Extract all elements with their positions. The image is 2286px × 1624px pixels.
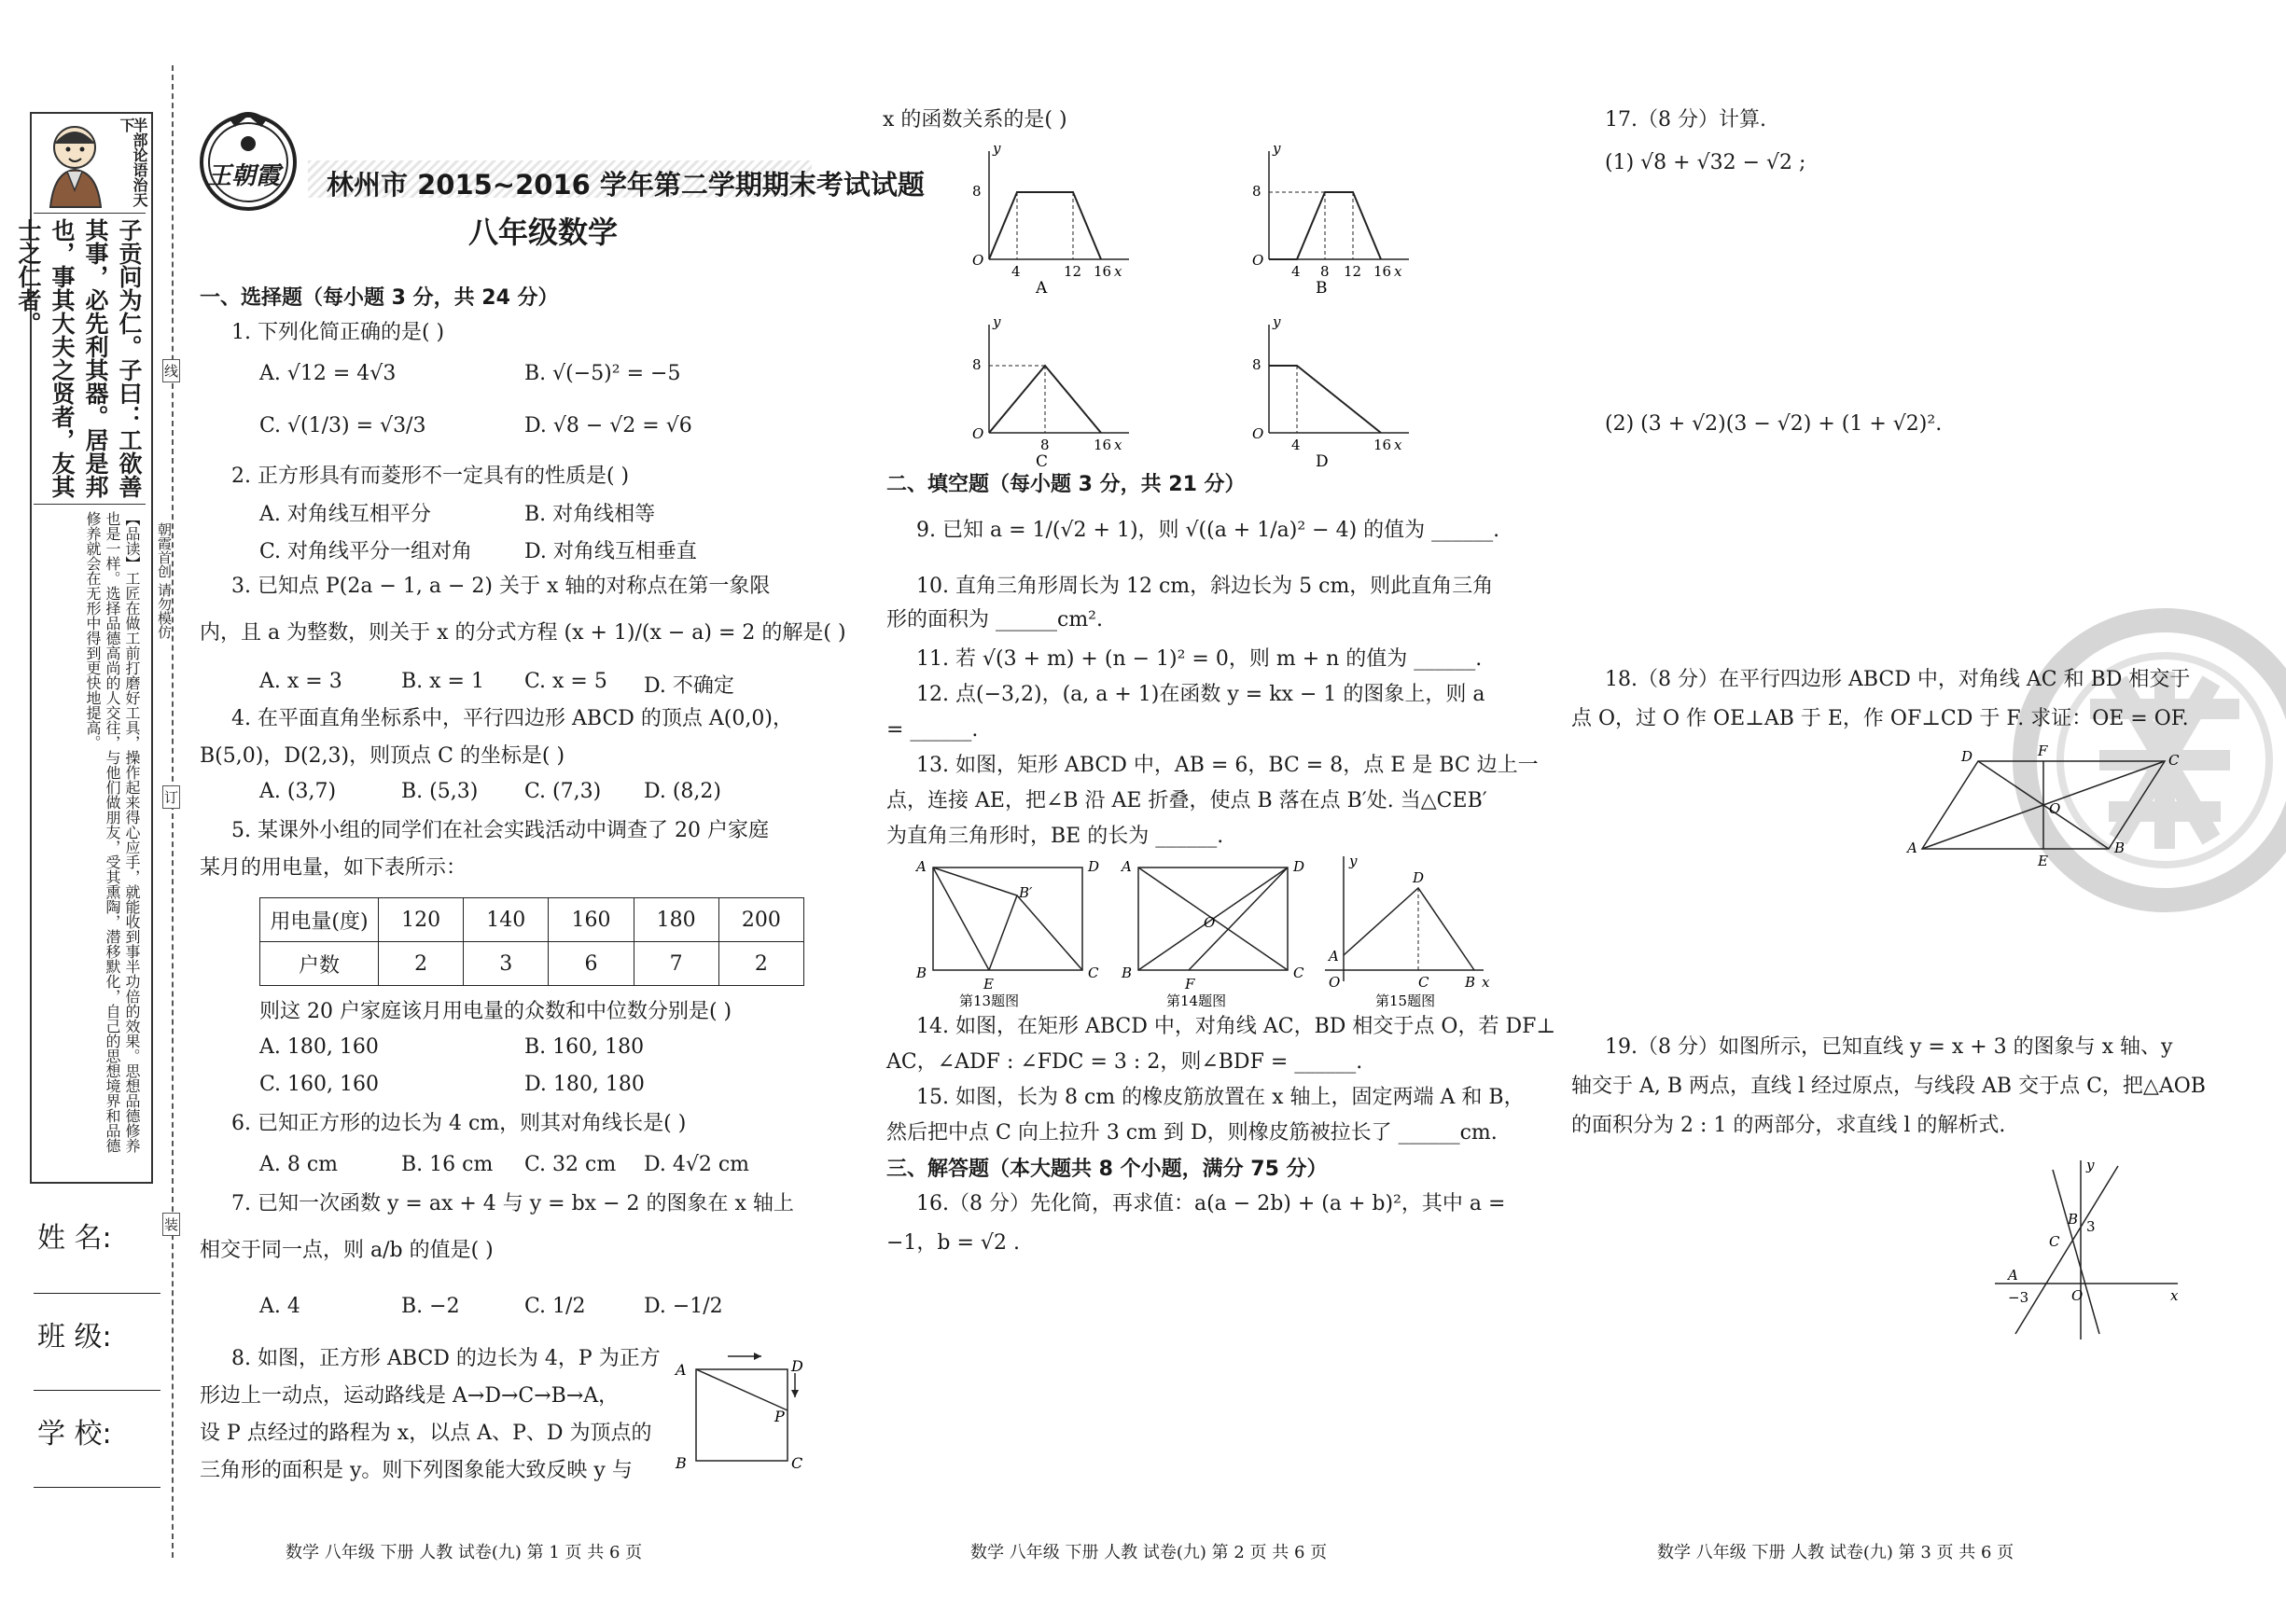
question-3-line2: 内，且 a 为整数，则关于 x 的分式方程 (x + 1)/(x − a) = 2 的解是( ) (200, 621, 846, 645)
series-label: 半部论语治天下 (118, 118, 148, 207)
svg-text:x: x (2170, 1287, 2179, 1304)
class-field-line[interactable] (34, 1390, 160, 1391)
svg-text:B: B (1465, 974, 1476, 991)
figure-14 (1120, 858, 1304, 1009)
q4-option-a: A. (3,7) (259, 780, 337, 803)
q6-option-a: A. 8 cm (259, 1153, 339, 1176)
sidebar-divider (34, 213, 146, 214)
svg-text:D: D (1088, 858, 1100, 875)
binding-mark-xian: 线 (162, 359, 180, 382)
svg-text:y: y (993, 313, 1001, 330)
q7-option-a: A. 4 (259, 1295, 300, 1318)
svg-text:E: E (2038, 853, 2048, 869)
svg-text:4: 4 (1291, 437, 1301, 453)
page-footer-1: 数学 八年级 下册 人教 试卷(九) 第 1 页 共 6 页 (286, 1543, 643, 1562)
table-cell: 3 (464, 942, 549, 986)
graph-b (1252, 140, 1409, 298)
question-13-line2: 点，连接 AE，把∠B 沿 AE 折叠，使点 B 落在点 B′处. 当△CEB′ (886, 789, 1487, 812)
svg-text:O: O (2049, 800, 2061, 817)
q7-option-c: C. 1/2 (524, 1295, 586, 1318)
q8-square-figure (672, 1343, 812, 1474)
q2-option-c: C. 对角线平分一组对角 (259, 540, 473, 563)
q3-option-b: B. x = 1 (401, 670, 484, 693)
page-footer-3: 数学 八年级 下册 人教 试卷(九) 第 3 页 共 6 页 (1657, 1543, 2014, 1562)
fig14-caption: 第14题图 (1166, 992, 1227, 1009)
svg-text:D: D (1413, 869, 1425, 886)
table-cell: 6 (549, 942, 634, 986)
svg-text:O: O (1329, 974, 1341, 991)
name-field-line[interactable] (34, 1293, 160, 1294)
svg-text:O: O (1252, 252, 1264, 269)
svg-text:B′: B′ (1019, 884, 1033, 901)
table-cell: 用电量(度) (260, 898, 379, 942)
q5-option-d: D. 180, 180 (524, 1073, 645, 1096)
question-5-line1: 5. 某课外小组的同学们在社会实践活动中调查了 20 户家庭 (231, 819, 769, 842)
svg-text:B: B (1316, 279, 1328, 298)
svg-text:8: 8 (1320, 263, 1330, 280)
table-cell: 200 (718, 898, 803, 942)
question-6: 6. 已知正方形的边长为 4 cm，则其对角线长是( ) (231, 1112, 687, 1135)
question-3-line1: 3. 已知点 P(2a − 1, a − 2) 关于 x 轴的对称点在第一象限 (231, 575, 771, 598)
question-15-line1: 15. 如图，长为 8 cm 的橡皮筋放置在 x 轴上，固定两端 A 和 B， (916, 1086, 1525, 1109)
q3-option-a: A. x = 3 (259, 670, 342, 693)
q2-option-a: A. 对角线互相平分 (259, 503, 431, 526)
table-header-row (260, 898, 804, 942)
section-solve: 三、解答题（本大题共 8 个小题，满分 75 分） (886, 1158, 1328, 1181)
svg-text:A: A (1122, 858, 1132, 875)
figure-18-parallelogram (1903, 743, 2183, 873)
brand-logo-text: 王朝霞 (207, 162, 281, 190)
question-16-line2: −1，b = √2 . (886, 1231, 1020, 1255)
svg-text:F: F (2038, 743, 2048, 759)
q1-option-d: D. √8 − √2 = √6 (524, 414, 692, 437)
svg-text:D: D (1293, 858, 1305, 875)
svg-text:y: y (993, 140, 1001, 157)
name-field-label: 姓 名: (37, 1222, 112, 1255)
q8-option-graphs (952, 140, 1418, 466)
svg-text:A: A (676, 1361, 687, 1379)
q1-option-a: A. √12 = 4√3 (259, 362, 397, 385)
svg-text:P: P (774, 1408, 785, 1425)
svg-text:8: 8 (972, 183, 982, 200)
question-4-line2: B(5,0)，D(2,3)，则顶点 C 的坐标是( ) (200, 744, 565, 768)
svg-text:12: 12 (1344, 263, 1362, 280)
class-field-label: 班 级: (37, 1321, 112, 1353)
question-19-line1: 19.（8 分）如图所示，已知直线 y = x + 3 的图象与 x 轴、y (1605, 1035, 2173, 1059)
question-11: 11. 若 √(3 + m) + (n − 1)² = 0，则 m + n 的值为 ______. (916, 647, 1483, 671)
page-footer-2: 数学 八年级 下册 人教 试卷(九) 第 2 页 共 6 页 (970, 1543, 1328, 1562)
question-5-line2: 某月的用电量，如下表所示： (200, 856, 467, 880)
svg-text:A: A (916, 858, 927, 875)
svg-text:8: 8 (1252, 356, 1261, 373)
question-13-line1: 13. 如图，矩形 ABCD 中，AB = 6，BC = 8，点 E 是 BC 边上一 (916, 754, 1539, 777)
svg-text:x: x (1114, 437, 1122, 453)
svg-text:16: 16 (1373, 263, 1392, 280)
svg-text:D: D (791, 1357, 803, 1375)
question-12-line2: = ______. (886, 718, 979, 742)
svg-text:y: y (1273, 140, 1281, 157)
q6-option-c: C. 32 cm (524, 1153, 617, 1176)
fig15-caption: 第15题图 (1375, 992, 1436, 1009)
electricity-usage-table (259, 897, 804, 986)
question-7-line1: 7. 已知一次函数 y = ax + 4 与 y = bx − 2 的图象在 x 轴上 (231, 1192, 794, 1215)
svg-text:O: O (2071, 1287, 2084, 1304)
q2-option-b: B. 对角线相等 (524, 503, 656, 526)
svg-text:D: D (1316, 452, 1329, 466)
svg-text:x: x (1394, 437, 1402, 453)
question-9: 9. 已知 a = 1/(√2 + 1)，则 √((a + 1/a)² − 4) 的值为 ______. (916, 519, 1500, 542)
table-cell: 140 (464, 898, 549, 942)
svg-text:B: B (2068, 1211, 2079, 1228)
svg-text:8: 8 (1252, 183, 1261, 200)
binding-line (172, 65, 174, 1558)
q4-option-b: B. (5,3) (401, 780, 479, 803)
sidebar-reading: 【品读】工匠在做工前打磨好工具，操作起来得心应手，就能收到事半功倍的效果。思想品德修养也是一样。选择品德高尚的人交往，与他们做朋友，受其熏陶，潜移默化，自己的思想境界和品德修养就会在无形中得到更快地提高。 (84, 511, 141, 1153)
svg-text:B: B (916, 965, 927, 981)
table-cell: 7 (634, 942, 718, 986)
sidebar-quote: 子贡问为仁。子曰：工欲善其事，必先利其器。居是邦也，事其大夫之贤者，友其士之仁者。 (15, 218, 143, 498)
table-row (260, 942, 804, 986)
svg-text:C: C (2168, 752, 2180, 769)
svg-text:3: 3 (2086, 1218, 2096, 1235)
figures-13-15 (905, 851, 1502, 1009)
table-cell: 2 (379, 942, 464, 986)
svg-text:C: C (1418, 974, 1429, 991)
svg-text:16: 16 (1094, 437, 1112, 453)
q7-option-b: B. −2 (401, 1295, 460, 1318)
q4-option-c: C. (7,3) (524, 780, 602, 803)
question-7-line2: 相交于同一点，则 a/b 的值是( ) (200, 1239, 494, 1262)
question-5-line3: 则这 20 户家庭该月用电量的众数和中位数分别是( ) (259, 1000, 732, 1023)
question-13-line3: 为直角三角形时，BE 的长为 ______. (886, 825, 1224, 848)
q6-option-d: D. 4√2 cm (644, 1153, 750, 1176)
svg-text:8: 8 (972, 356, 982, 373)
svg-text:A: A (2008, 1267, 2018, 1284)
question-12-line1: 12. 点(−3,2)，(a, a + 1)在函数 y = kx − 1 的图象上，则 a (916, 683, 1485, 706)
question-19-line3: 的面积分为 2 : 1 的两部分，求直线 l 的解析式. (1571, 1114, 2006, 1137)
q1-option-c: C. √(1/3) = √3/3 (259, 414, 426, 437)
q7-option-d: D. −1/2 (644, 1295, 723, 1318)
svg-text:16: 16 (1094, 263, 1112, 280)
q5-option-b: B. 160, 180 (524, 1035, 645, 1059)
svg-text:A: A (1907, 840, 1917, 856)
question-1: 1. 下列化简正确的是( ) (231, 321, 445, 344)
question-8-line2: 形边上一动点，运动路线是 A→D→C→B→A， (200, 1384, 620, 1408)
school-field-label: 学 校: (37, 1418, 112, 1450)
table-cell: 户数 (260, 942, 379, 986)
svg-text:4: 4 (1291, 263, 1301, 280)
svg-text:O: O (1252, 425, 1264, 442)
question-2: 2. 正方形具有而菱形不一定具有的性质是( ) (231, 465, 630, 488)
q6-option-b: B. 16 cm (401, 1153, 494, 1176)
question-15-line2: 然后把中点 C 向上拉升 3 cm 到 D，则橡皮筋被拉长了 ______cm. (886, 1121, 1498, 1145)
svg-text:A: A (1036, 279, 1048, 298)
table-cell: 160 (549, 898, 634, 942)
question-14-line2: AC，∠ADF : ∠FDC = 3 : 2，则∠BDF = ______. (886, 1050, 1363, 1074)
q2-option-d: D. 对角线互相垂直 (524, 540, 697, 563)
question-19-line2: 轴交于 A, B 两点，直线 l 经过原点，与线段 AB 交于点 C，把△AOB (1571, 1075, 2206, 1098)
svg-text:A: A (1329, 948, 1339, 965)
figure-15 (1325, 853, 1490, 1009)
svg-text:B: B (676, 1454, 687, 1472)
q5-option-c: C. 160, 160 (259, 1073, 380, 1096)
graph-a (972, 140, 1129, 298)
svg-text:O: O (972, 252, 984, 269)
svg-text:C: C (1293, 965, 1304, 981)
section-fill: 二、填空题（每小题 3 分，共 21 分） (886, 473, 1246, 496)
school-field-line[interactable] (34, 1487, 160, 1488)
svg-text:B: B (1122, 965, 1133, 981)
svg-text:8: 8 (1040, 437, 1050, 453)
svg-text:x: x (1394, 263, 1402, 280)
svg-text:O: O (1204, 914, 1216, 931)
question-8-line1: 8. 如图，正方形 ABCD 的边长为 4，P 为正方 (231, 1347, 661, 1370)
svg-text:B: B (2114, 840, 2126, 856)
question-17: 17.（8 分）计算. (1605, 108, 1766, 132)
sidebar-divider-2 (34, 504, 146, 505)
svg-text:x: x (1482, 974, 1490, 991)
svg-text:16: 16 (1373, 437, 1392, 453)
table-cell: 180 (634, 898, 718, 942)
figure-19-lines (1987, 1157, 2193, 1343)
confucius-cartoon-icon (34, 116, 119, 209)
svg-text:C: C (791, 1454, 803, 1472)
question-17-part2: (2) (3 + √2)(3 − √2) + (1 + √2)². (1605, 412, 1943, 436)
graph-d (1252, 313, 1409, 466)
question-16-line1: 16.（8 分）先化简，再求值：a(a − 2b) + (a + b)²，其中 a = (916, 1192, 1506, 1215)
question-8-line4: 三角形的面积是 y。则下列图象能大致反映 y 与 (200, 1459, 633, 1482)
question-17-part1: (1) √8 + √32 − √2 ; (1605, 151, 1806, 174)
question-8-line5: x 的函数关系的是( ) (883, 108, 1067, 132)
svg-text:D: D (1961, 748, 1973, 765)
question-18-line1: 18.（8 分）在平行四边形 ABCD 中，对角线 AC 和 BD 相交于 (1605, 668, 2191, 691)
q3-option-c: C. x = 5 (524, 670, 607, 693)
q5-option-a: A. 180, 160 (259, 1035, 379, 1059)
svg-text:x: x (1114, 263, 1122, 280)
section-choice: 一、选择题（每小题 3 分，共 24 分） (200, 286, 559, 310)
svg-text:C: C (1088, 965, 1099, 981)
question-18-line2: 点 O，过 O 作 OE⊥AB 于 E，作 OF⊥CD 于 F. 求证：OE = OF. (1571, 707, 2189, 730)
binding-mark-ding: 订 (162, 785, 180, 809)
exam-subtitle: 八年级数学 (468, 215, 619, 250)
svg-text:y: y (1349, 853, 1358, 869)
question-14-line1: 14. 如图，在矩形 ABCD 中，对角线 AC，BD 相交于点 O，若 DF⊥ (916, 1015, 1556, 1038)
q3-option-d: D. 不确定 (644, 674, 734, 698)
svg-text:E: E (983, 976, 994, 992)
question-10-line1: 10. 直角三角形周长为 12 cm，斜边长为 5 cm，则此直角三角 (916, 575, 1494, 598)
svg-text:y: y (1273, 313, 1281, 330)
figure-13 (914, 858, 1099, 1009)
svg-text:C: C (2049, 1233, 2060, 1250)
question-8-line3: 设 P 点经过的路程为 x，以点 A、P、D 为顶点的 (200, 1422, 652, 1445)
question-4-line1: 4. 在平面直角坐标系中，平行四边形 ABCD 的顶点 A(0,0)， (231, 707, 793, 730)
q1-option-b: B. √(−5)² = −5 (524, 362, 681, 385)
svg-text:−3: −3 (2008, 1289, 2029, 1306)
binding-mark-zhuang: 装 (162, 1213, 180, 1236)
q4-option-d: D. (8,2) (644, 780, 721, 803)
question-10-line2: 形的面积为 ______cm². (886, 608, 1103, 632)
svg-text:y: y (2086, 1157, 2095, 1173)
fig13-caption: 第13题图 (959, 992, 1020, 1009)
exam-title: 林州市 2015~2016 学年第二学期期末考试试题 (327, 169, 925, 201)
svg-text:12: 12 (1064, 263, 1082, 280)
svg-text:O: O (972, 425, 984, 442)
table-cell: 2 (718, 942, 803, 986)
table-cell: 120 (379, 898, 464, 942)
svg-text:4: 4 (1011, 263, 1021, 280)
graph-c (972, 313, 1129, 466)
svg-text:F: F (1185, 976, 1195, 992)
copyright-note: 朝霞首创 请勿模仿 (156, 522, 173, 639)
svg-text:C: C (1036, 452, 1049, 466)
